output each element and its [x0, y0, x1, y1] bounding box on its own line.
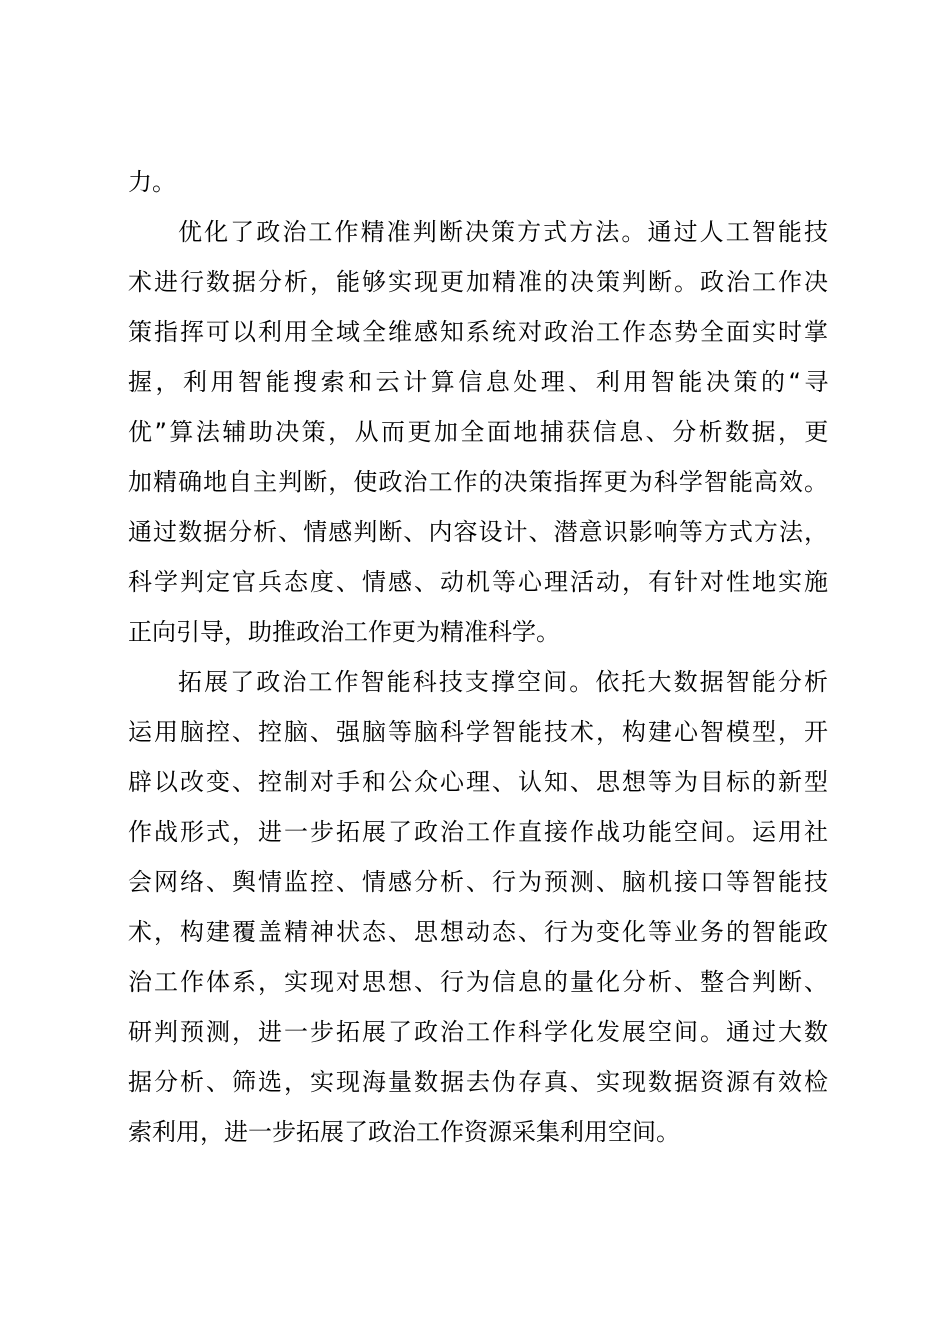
text-line: 辟以改变、控制对手和公众心理、认知、思想等为目标的新型	[128, 768, 830, 796]
text-line: 力。	[128, 168, 176, 196]
text-line: 运用脑控、控脑、强脑等脑科学智能技术，构建心智模型，开	[128, 718, 830, 746]
text-line: 作战形式，进一步拓展了政治工作直接作战功能空间。运用社	[128, 818, 830, 846]
text-line: 术，构建覆盖精神状态、思想动态、行为变化等业务的智能政	[128, 918, 830, 946]
text-line: 治工作体系，实现对思想、行为信息的量化分析、整合判断、	[128, 968, 830, 996]
text-line: 加精确地自主判断，使政治工作的决策指挥更为科学智能高效。	[128, 468, 830, 496]
text-line: 握，利用智能搜索和云计算信息处理、利用智能决策的“寻	[128, 368, 832, 396]
text-line: 正向引导，助推政治工作更为精准科学。	[128, 618, 560, 646]
text-line: 据分析、筛选，实现海量数据去伪存真、实现数据资源有效检	[128, 1068, 830, 1096]
text-line: 拓展了政治工作智能科技支撑空间。依托大数据智能分析	[178, 668, 831, 696]
text-line: 优化了政治工作精准判断决策方式方法。通过人工智能技	[178, 218, 831, 246]
text-line: 研判预测，进一步拓展了政治工作科学化发展空间。通过大数	[128, 1018, 830, 1046]
text-line: 策指挥可以利用全域全维感知系统对政治工作态势全面实时掌	[128, 318, 830, 346]
text-line: 科学判定官兵态度、情感、动机等心理活动，有针对性地实施	[128, 568, 830, 596]
text-line: 会网络、舆情监控、情感分析、行为预测、脑机接口等智能技	[128, 868, 830, 896]
text-line: 通过数据分析、情感判断、内容设计、潜意识影响等方式方法，	[128, 518, 830, 546]
text-line: 术进行数据分析，能够实现更加精准的决策判断。政治工作决	[128, 268, 830, 296]
text-line: 索利用，进一步拓展了政治工作资源采集利用空间。	[128, 1118, 680, 1146]
text-line: 优”算法辅助决策，从而更加全面地捕获信息、分析数据，更	[128, 418, 831, 446]
